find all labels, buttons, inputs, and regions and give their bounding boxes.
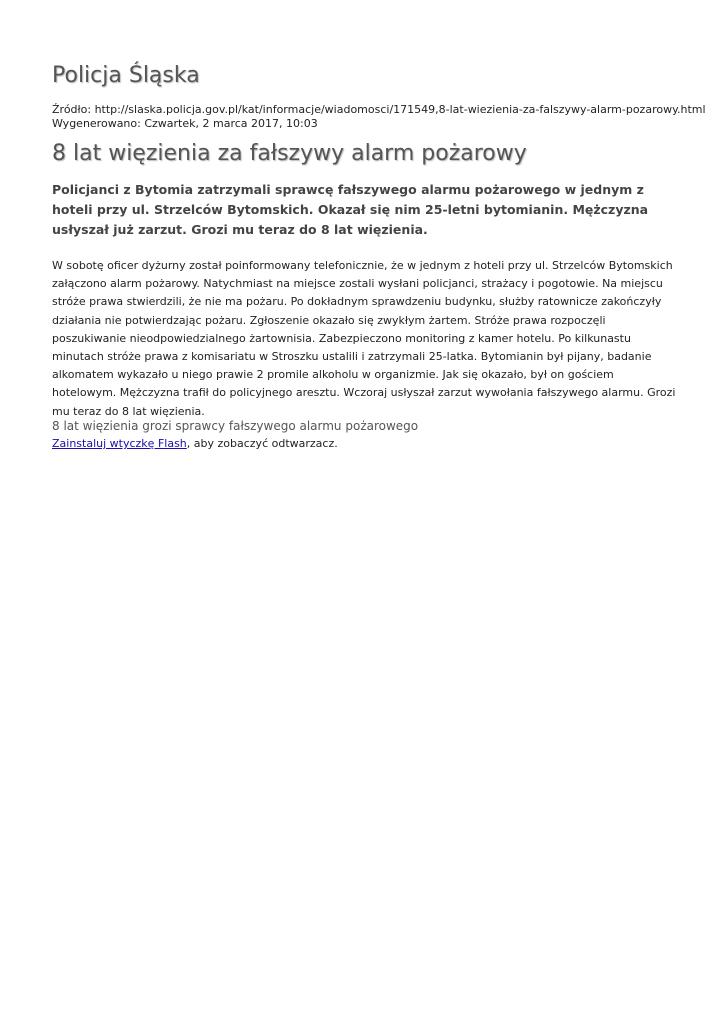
article-title: 8 lat więzienia za fałszywy alarm pożarowy — [52, 141, 527, 166]
article-lead: Policjanci z Bytomia zatrzymali sprawcę fałszywego alarmu pożarowego w jednym z hoteli przy ul. Strzelców Bytomskich. Okazał się nim 25-letni bytomianin. Mężczyzna usłyszał już zarzut. Grozi mu teraz do 8 lat więzienia. — [52, 182, 649, 237]
install-flash-link[interactable]: Zainstaluj wtyczkę Flash — [52, 437, 187, 450]
flash-notice-suffix: , aby zobaczyć odtwarzacz. — [186, 437, 338, 450]
document-meta — [52, 103, 706, 131]
generated-line: Wygenerowano: Czwartek, 2 marca 2017, 10:03 — [52, 117, 318, 130]
media-caption: 8 lat więzienia grozi sprawcy fałszywego alarmu pożarowego — [52, 419, 419, 433]
article-body: W sobotę oficer dyżurny został poinformowany telefonicznie, że w jednym z hoteli przy ul. Strzelców Bytomskich załączono alarm pożarowy. Natychmiast na miejsce zostali wysłani policjanci, strażacy i pogotowie. Na miejscu stróże prawa stwierdzili, że nie ma pożaru. Po dokładnym sprawdzeniu budynku, służby ratownicze zakończyły działania nie potwierdzając pożaru. Zgłoszenie okazało się zwykłym żartem. Stróże prawa rozpoczęli poszukiwanie nieodpowiedzialnego żartownisia. Zabezpieczono monitoring z kamer hotelu. Po kilkunastu minutach stróże prawa z komisariatu w Stroszku ustalili i zatrzymali 25-latka. Bytomianin był pijany, badanie alkomatem wykazało u niego prawie 2 promile alkoholu w organizmie. Jak się okazało, był on gościem hotelowym. Mężczyzna trafił do policyjnego aresztu. Wczoraj usłyszał zarzut wywołania fałszywego alarmu. Grozi mu teraz do 8 lat więzienia. — [52, 259, 676, 418]
flash-notice — [52, 437, 338, 450]
site-title: Policja Śląska — [52, 63, 200, 88]
source-line: Źródło: http://slaska.policja.gov.pl/kat/informacje/wiadomosci/171549,8-lat-wiezienia-za-falszywy-alarm-pozarowy.html — [52, 103, 706, 116]
